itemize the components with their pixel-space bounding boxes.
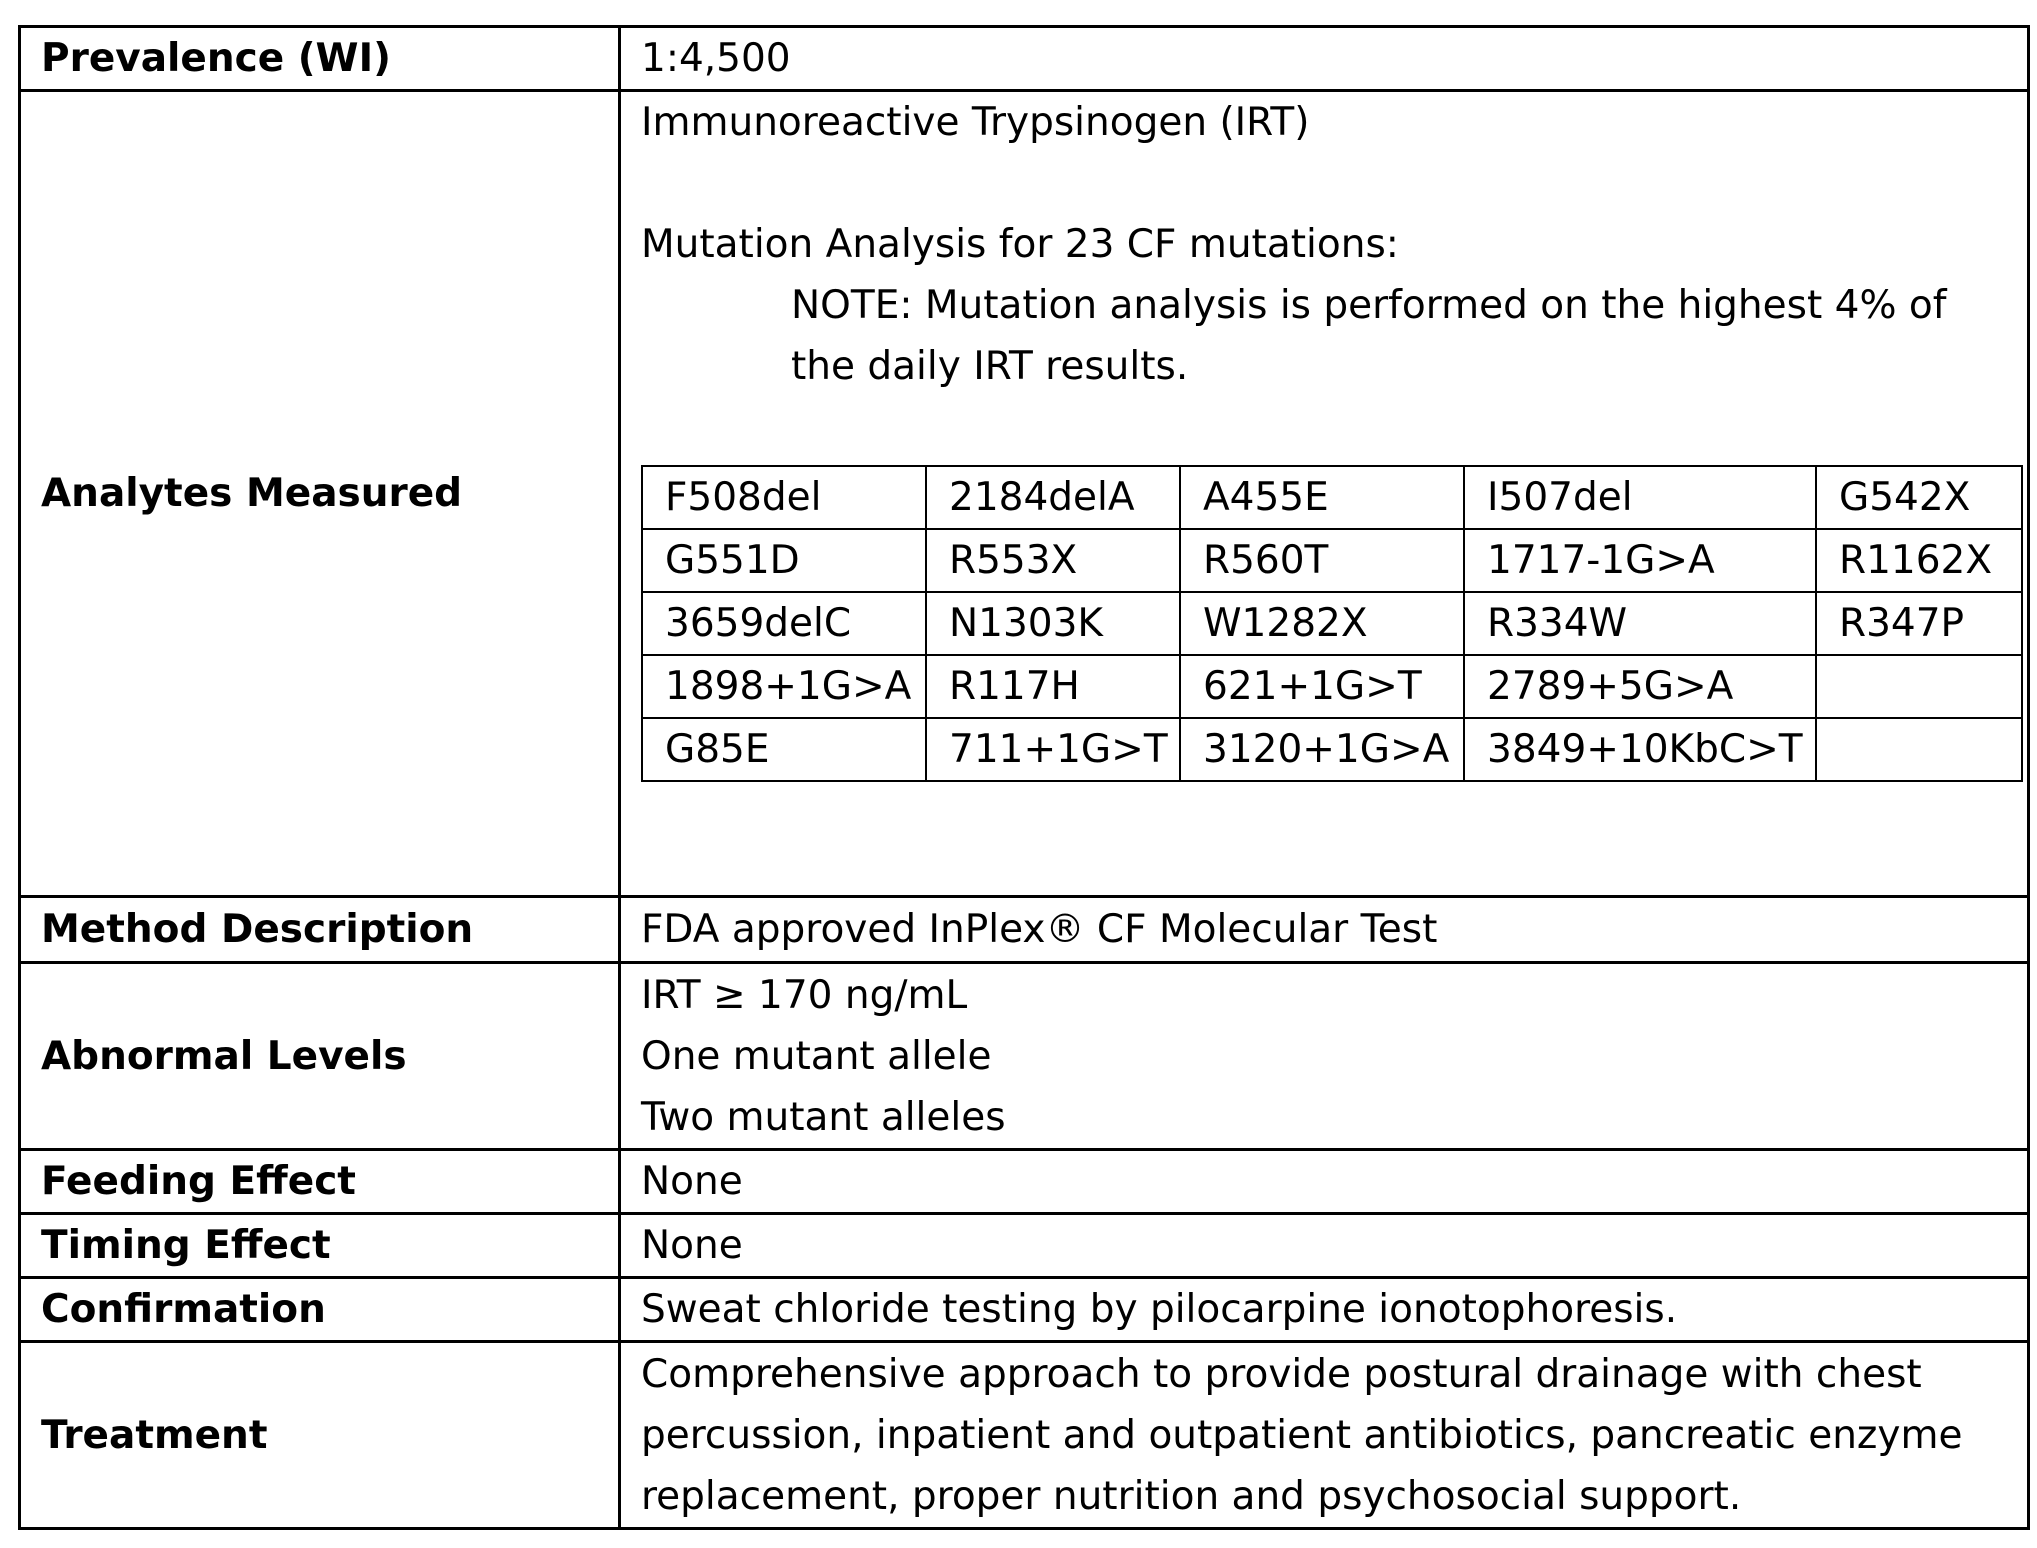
mutation-note: NOTE: Mutation analysis is performed on the highest 4% of the daily IRT results. [791, 283, 1947, 389]
mutation-cell: R553X [926, 529, 1180, 592]
mutation-row [642, 592, 2022, 655]
abnormal-line: IRT ≥ 170 ng/mL [641, 972, 968, 1018]
row-treatment [20, 1342, 2029, 1529]
mutation-cell: 2789+5G>A [1464, 655, 1816, 718]
mutation-cell: R347P [1816, 592, 2022, 655]
row-method [20, 897, 2029, 963]
mutation-cell: 3849+10KbC>T [1464, 718, 1816, 781]
mutation-cell: G542X [1816, 466, 2022, 529]
mutation-cell [1816, 718, 2022, 781]
mutation-cell: W1282X [1180, 592, 1464, 655]
abnormal-value [620, 963, 2029, 1150]
mutation-cell: R560T [1180, 529, 1464, 592]
method-value: FDA approved InPlex® CF Molecular Test [620, 897, 2029, 963]
row-prevalence [20, 27, 2029, 91]
newborn-screening-table [18, 25, 2030, 1530]
abnormal-line: One mutant allele [641, 1033, 992, 1079]
mutation-cell: 2184delA [926, 466, 1180, 529]
mutation-cell: 3120+1G>A [1180, 718, 1464, 781]
analytes-label: Analytes Measured [20, 91, 620, 897]
mutation-cell: R334W [1464, 592, 1816, 655]
mutation-cell: I507del [1464, 466, 1816, 529]
mutation-row [642, 718, 2022, 781]
analyte-irt: Immunoreactive Trypsinogen (IRT) [641, 100, 1310, 145]
mutation-cell: R117H [926, 655, 1180, 718]
mutation-row [642, 529, 2022, 592]
mutation-row [642, 655, 2022, 718]
mutation-cell: 3659delC [642, 592, 926, 655]
mutation-cell: R1162X [1816, 529, 2022, 592]
mutation-cell: G85E [642, 718, 926, 781]
abnormal-line: Two mutant alleles [641, 1094, 1006, 1140]
treatment-value: Comprehensive approach to provide postural drainage with chest percussion, inpatient and outpatient antibiotics, pancreatic enzyme replacement, proper nutrition and psychosocial support. [620, 1342, 2029, 1529]
mutation-cell: 621+1G>T [1180, 655, 1464, 718]
row-feeding [20, 1150, 2029, 1214]
treatment-label: Treatment [20, 1342, 620, 1529]
prevalence-value: 1:4,500 [620, 27, 2029, 91]
mutation-cell: A455E [1180, 466, 1464, 529]
analyte-mutation-heading: Mutation Analysis for 23 CF mutations: [641, 222, 1399, 267]
mutation-cell: 1898+1G>A [642, 655, 926, 718]
row-analytes [20, 91, 2029, 897]
mutation-cell: 711+1G>T [926, 718, 1180, 781]
feeding-value: None [620, 1150, 2029, 1214]
mutation-cell [1816, 655, 2022, 718]
confirmation-label: Confirmation [20, 1278, 620, 1342]
row-abnormal [20, 963, 2029, 1150]
timing-label: Timing Effect [20, 1214, 620, 1278]
prevalence-label: Prevalence (WI) [20, 27, 620, 91]
mutation-cell: N1303K [926, 592, 1180, 655]
row-timing [20, 1214, 2029, 1278]
mutation-grid [641, 465, 2023, 782]
method-label: Method Description [20, 897, 620, 963]
timing-value: None [620, 1214, 2029, 1278]
row-confirmation [20, 1278, 2029, 1342]
abnormal-label: Abnormal Levels [20, 963, 620, 1150]
confirmation-value: Sweat chloride testing by pilocarpine ionotophoresis. [620, 1278, 2029, 1342]
analytes-value [620, 91, 2029, 897]
mutation-cell: 1717-1G>A [1464, 529, 1816, 592]
mutation-cell: F508del [642, 466, 926, 529]
feeding-label: Feeding Effect [20, 1150, 620, 1214]
mutation-cell: G551D [642, 529, 926, 592]
mutation-row [642, 466, 2022, 529]
